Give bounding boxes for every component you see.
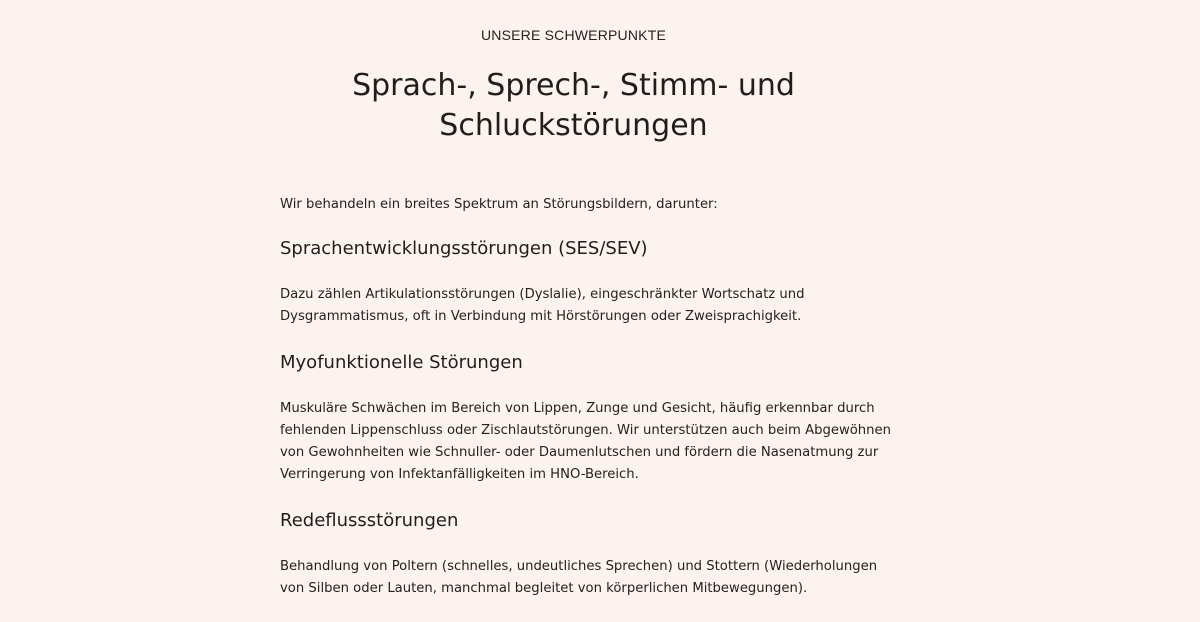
- section-text-redeflussstoerungen: [280, 556, 880, 600]
- section-text-line: fehlenden Lippenschluss oder Zischlautstörungen. Wir unterstützen auch beim Abgewöhnen: [280, 423, 891, 438]
- section-text-line: Muskuläre Schwächen im Bereich von Lippen, Zunge und Gesicht, häufig erkennbar durch: [280, 401, 875, 416]
- section-text-ses-sev: [280, 284, 880, 328]
- section-text-myofunktionelle-stoerungen: [280, 398, 891, 486]
- section-redeflussstoerungen: [280, 508, 880, 600]
- section-myofunktionelle-stoerungen: [280, 350, 891, 486]
- section-text-line: Verringerung von Infektanfälligkeiten im HNO-Bereich.: [280, 467, 639, 482]
- section-eyebrow: UNSERE SCHWERPUNKTE: [480, 27, 667, 43]
- section-text-line: Behandlung von Poltern (schnelles, undeutliches Sprechen) und Stottern (Wiederholungen: [280, 559, 878, 574]
- page-title: [0, 66, 1147, 146]
- section-text-line: Dysgrammatismus, oft in Verbindung mit Hörstörungen oder Zweisprachigkeit.: [280, 309, 802, 324]
- section-ses-sev: [280, 236, 880, 328]
- section-text-line: von Gewohnheiten wie Schnuller- oder Daumenlutschen und fördern die Nasenatmung zur: [280, 445, 879, 460]
- section-text-line: Dazu zählen Artikulationsstörungen (Dyslalie), eingeschränkter Wortschatz und: [280, 287, 805, 302]
- intro-text: Wir behandeln ein breites Spektrum an Störungsbildern, darunter:: [280, 197, 718, 212]
- main-content: [280, 194, 891, 622]
- section-heading-myofunktionelle-stoerungen: Myofunktionelle Störungen: [280, 352, 523, 373]
- section-heading-ses-sev: Sprachentwicklungsstörungen (SES/SEV): [280, 238, 648, 259]
- section-heading-redeflussstoerungen: Redeflussstörungen: [280, 510, 459, 531]
- page-title-line-2: Schluckstörungen: [439, 108, 708, 143]
- page-title-line-1: Sprach-, Sprech-, Stimm- und: [352, 68, 795, 103]
- section-text-line: von Silben oder Lauten, manchmal begleitet von körperlichen Mitbewegungen).: [280, 581, 808, 596]
